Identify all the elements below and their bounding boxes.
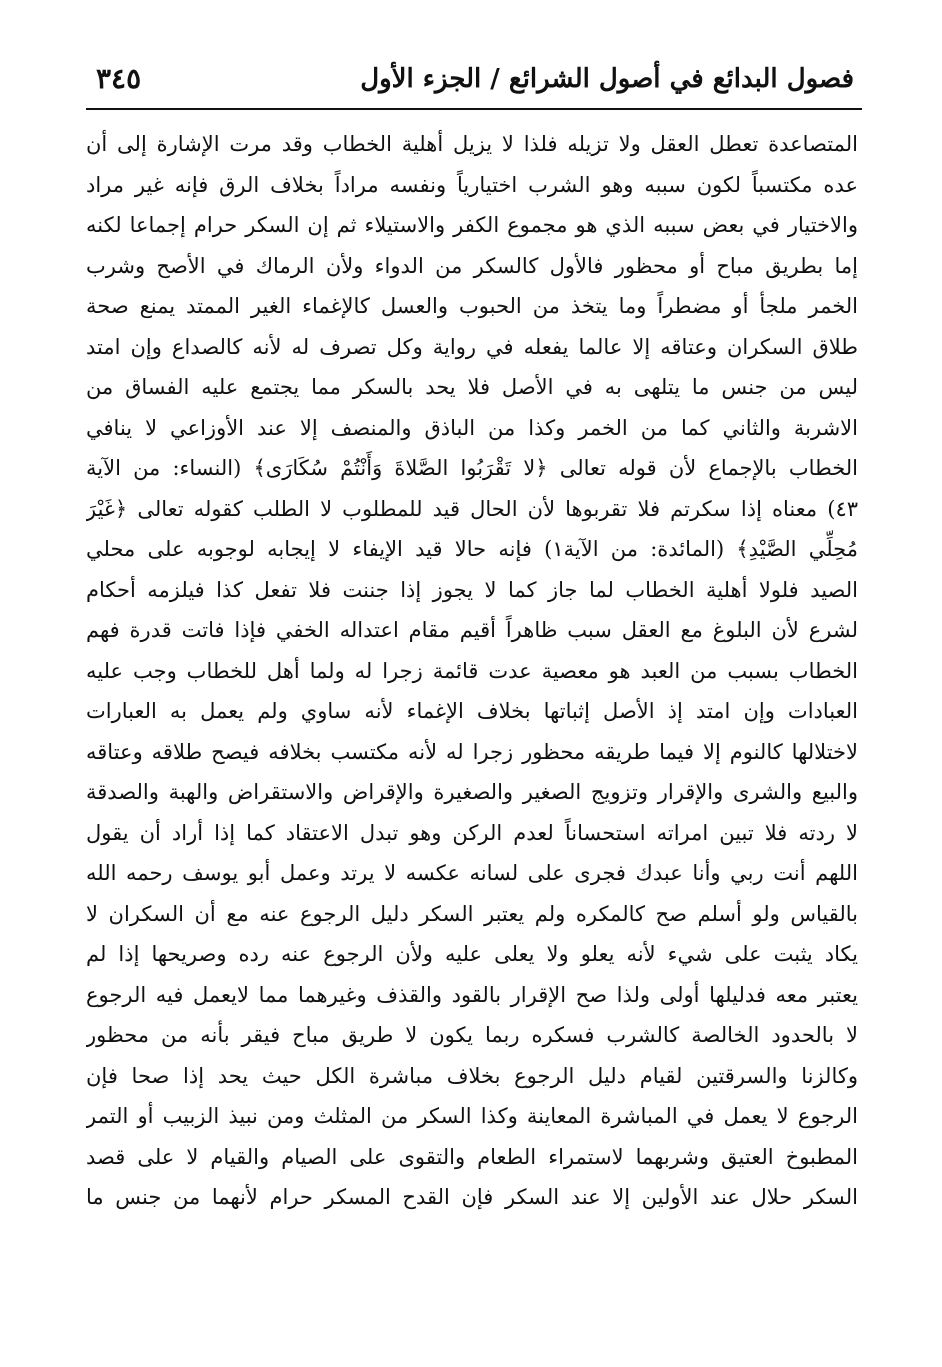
text-line: المطبوخ العتيق وشربهما لاستمراء الطعام والتقوى على الصيام والقيام لا على قصد xyxy=(86,1144,858,1169)
text-line: لاختلالها كالنوم إلا فيما طريقه محظور زجرا له لأنه مكتسب بخلافه فيصح طلاقه وعتاقه xyxy=(86,739,858,764)
text-line: ليس من جنس ما يتلهى به في الأصل فلا يحد بالسكر مما يجتمع عليه الفساق من xyxy=(86,375,858,399)
text-line: طلاق السكران وعتاقه إلا عالما يفعله في رواية وكل تصرف له لأنه كالصداع وإن امتد xyxy=(86,334,858,359)
page-header xyxy=(90,58,860,104)
text-line: المتصاعدة تعطل العقل ولا تزيله فلذا لا يزيل أهلية الخطاب وقد مرت الإشارة إلى أن xyxy=(86,132,858,156)
text-line: الخطاب بسبب من العبد هو معصية عدت قائمة زجرا له ولما أهل للخطاب وجب عليه xyxy=(86,658,858,683)
text-line: لا بالحدود الخالصة كالشرب فسكره ربما يكون لا طريق مباح فيقر بأنه من محظور xyxy=(86,1023,858,1047)
text-line: يعتبر معه فدليلها أولى ولذا صح الإقرار بالقود والقذف وغيرهما مما لايعمل فيه الرجوع xyxy=(86,982,858,1007)
text-line: اللهم أنت ربي وأنا عبدك فجرى على لسانه عكسه لا يرتد وعمل أبو يوسف رحمه الله xyxy=(86,861,858,885)
text-line: يكاد يثبت على شيء لأنه يعلو ولا يعلى عليه ولأن الرجوع عنه رده وصريحها إذا لم xyxy=(86,942,858,966)
text-line: لشرع لأن البلوغ مع العقل سبب ظاهراً أقيم مقام اعتداله الخفي فإذا فاتت قدرة فهم xyxy=(86,618,858,642)
text-line: الخمر ملجأ أو مضطراً وما يتخذ من الحبوب والعسل كالإغماء الغير الممتد يمنع صحة xyxy=(86,294,858,318)
text-line: عده مكتسباً لكون سببه وهو الشرب اختيارياً ونفسه مراداً بخلاف الرق فإنه غير مراد xyxy=(86,172,858,197)
text-line: والاختيار في بعض سببه الذي هو مجموع الكفر والاستيلاء ثم إن السكر حرام إجماعا لكنه xyxy=(86,213,858,237)
text-line: العبادات وإن امتد إذ الأصل إثباتها بخلاف الإغماء لأنه ساوي ولم يعمل به العبارات xyxy=(86,699,858,723)
text-line: ٤٣) معناه إذا سكرتم فلا تقربوها لأن الحال قيد للمطلوب لا الطلب كقوله تعالى ﴿غَيْرَ xyxy=(86,496,858,521)
text-line: الخطاب بالإجماع لأن قوله تعالى ﴿لا تَقْرَبُوا الصَّلاةَ وَأَنْتُمْ سُكَارَى﴾ (النساء: من الآية xyxy=(86,456,858,480)
text-line: الرجوع لا يعمل في المباشرة المعاينة وكذا السكر من المثلث ومن نبيذ الزبيب أو التمر xyxy=(86,1104,858,1128)
text-line: لا ردته فلا تبين امراته استحساناً لعدم الركن وهو تبدل الاعتقاد كما إذا أراد أن يقول xyxy=(86,820,858,845)
text-line: الصيد فلولا أهلية الخطاب لما جاز كما لا يجوز إذا جننت فلا تفعل كذا فيلزمه أحكام xyxy=(86,577,858,602)
text-line: السكر حلال عند الأولين إلا عند السكر فإن القدح المسكر حرام لأنهما من جنس ما xyxy=(86,1185,858,1209)
header-rule xyxy=(86,108,862,110)
page-number: ٣٤٥ xyxy=(96,62,142,95)
book-title: فصول البدائع في أصول الشرائع / الجزء الأول xyxy=(360,64,854,94)
text-line: الاشربة والثاني كما من الخمر وكذا من الباذق والمنصف إلا عند الأوزاعي لا ينافي xyxy=(86,415,858,440)
body-text xyxy=(86,124,858,1294)
text-line: بالقياس ولو أسلم صح كالمكره ولم يعتبر السكر دليل الرجوع عنه مع أن السكران لا xyxy=(86,901,858,926)
text-line: إما بطريق مباح أو محظور فالأول كالسكر من الدواء ولأن الرماك في الأصح وشرب xyxy=(86,253,858,278)
text-line: والبيع والشرى والإقرار وتزويج الصغير والصغيرة والإقراض والاستقراض والهبة والصدقة xyxy=(86,780,858,804)
text-line: وكالزنا والسرقتين لقيام دليل الرجوع بخلاف مباشرة الكل حيث يحد إذا صحا فإن xyxy=(86,1063,858,1088)
text-line: مُحِلِّي الصَّيْدِ﴾ (المائدة: من الآية١) فإنه حالا قيد الإيفاء لا إيجابه لوجوبه على محلي xyxy=(86,537,858,561)
